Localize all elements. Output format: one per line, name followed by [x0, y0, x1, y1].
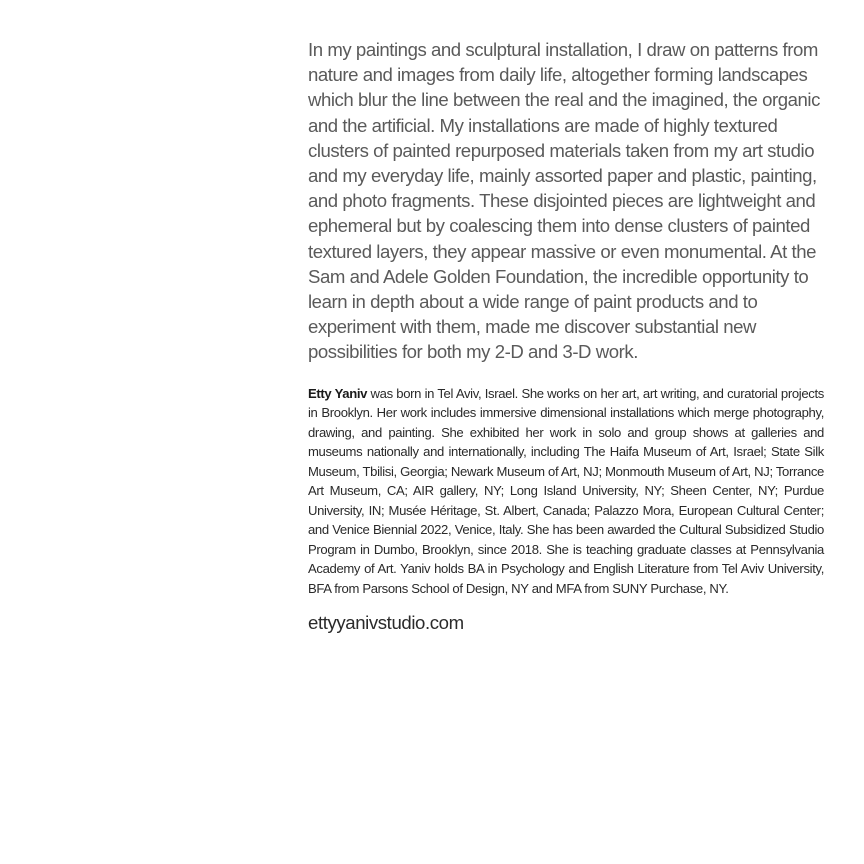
artist-bio-text: was born in Tel Aviv, Israel. She works on her art, art writing, and curatorial projects in Brooklyn. Her work includes immersive dimensional installations which merge photography, drawing, and painting. She exhibited her work in solo and group shows at galleries and museums nationally and internationally, including The Haifa Museum of Art, Israel; State Silk Museum, Tbilisi, Georgia; Newark Museum of Art, NJ; Monmouth Museum of Art, NJ; Torrance Art Museum, CA; AIR gallery, NY; Long Island University, NY; Sheen Center, NY; Purdue University, IN; Musée Héritage, St. Albert, Canada; Palazzo Mora, European Cultural Center; and Venice Biennial 2022, Venice, Italy. She has been awarded the Cultural Subsidized Studio Program in Dumbo, Brooklyn, since 2018. She is teaching graduate classes at Pennsylvania Academy of Art. Yaniv holds BA in Psychology and English Literature from Tel Aviv University, BFA from Parsons School of Design, NY and MFA from SUNY Purchase, NY. — [308, 385, 824, 596]
artist-bio — [308, 384, 824, 599]
text-column — [308, 37, 824, 635]
website-url: ettyyanivstudio.com — [308, 612, 464, 634]
artist-statement: In my paintings and sculptural installation, I draw on patterns from nature and images from daily life, altogether forming landscapes which blur the line between the real and the imagined, the organic and the artificial. My installations are made of highly textured clusters of painted repurposed materials taken from my art studio and my everyday life, mainly assorted paper and plastic, painting, and photo fragments. These disjointed pieces are lightweight and ephemeral but by coalescing them into dense clusters of painted textured layers, they appear massive or even monumental. At the Sam and Adele Golden Foundation, the incredible opportunity to learn in depth about a wide range of paint products and to experiment with them, made me discover substantial new possibilities for both my 2-D and 3-D work. — [308, 39, 820, 363]
artist-name: Etty Yaniv — [308, 385, 368, 401]
